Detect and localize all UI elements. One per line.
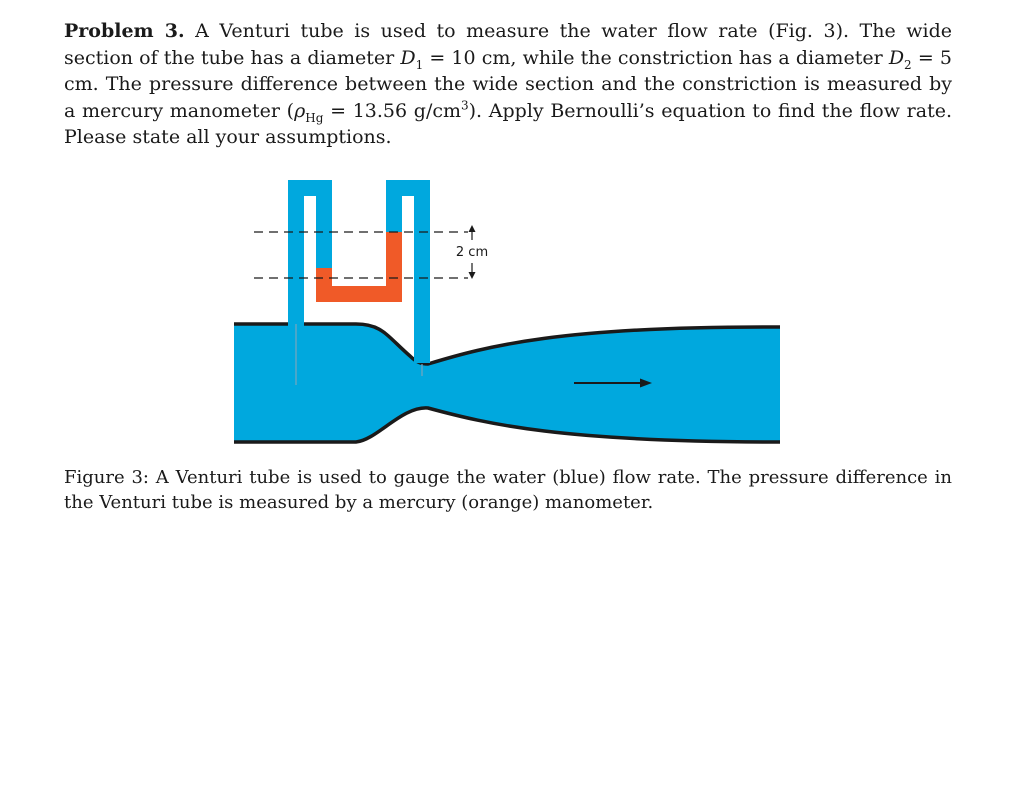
rho-symbol: ρ (294, 99, 306, 122)
dimension-label: 2 cm (455, 245, 489, 260)
d2-value: = 5 cm. The pressure difference between the wide section and the constriction is measured by a mercury manometer ( (64, 46, 952, 122)
problem-text-intro: A Venturi tube is used to measure the water flow rate (Fig. 3). The wide section of the tube has a diameter (64, 20, 952, 69)
problem-label: Problem 3. (64, 20, 185, 42)
dimension-arrowhead-up (469, 225, 476, 232)
d2-subscript: 2 (904, 57, 912, 72)
rho-subscript: Hg (305, 110, 324, 125)
figure-caption: Figure 3: A Venturi tube is used to gauge the water (blue) flow rate. The pressure difference in the Venturi tube is measured by a mercury (orange) manometer. (64, 467, 952, 513)
d1-value: = 10 cm, while the constriction has a diameter (423, 46, 889, 69)
problem-text-end: ). Apply Bernoulli’s equation to find the flow rate. Please state all your assumptions. (64, 99, 952, 148)
rho-value: = 13.56 g/cm (323, 99, 461, 122)
dimension-arrowhead-down (469, 272, 476, 279)
problem-statement (64, 18, 952, 151)
rho-exponent: 3 (461, 98, 469, 113)
venturi-diagram (232, 178, 784, 448)
d1-subscript: 1 (415, 57, 424, 72)
d2-symbol: D (888, 46, 905, 69)
d1-symbol: D (400, 46, 416, 69)
venturi-figure (232, 178, 784, 448)
